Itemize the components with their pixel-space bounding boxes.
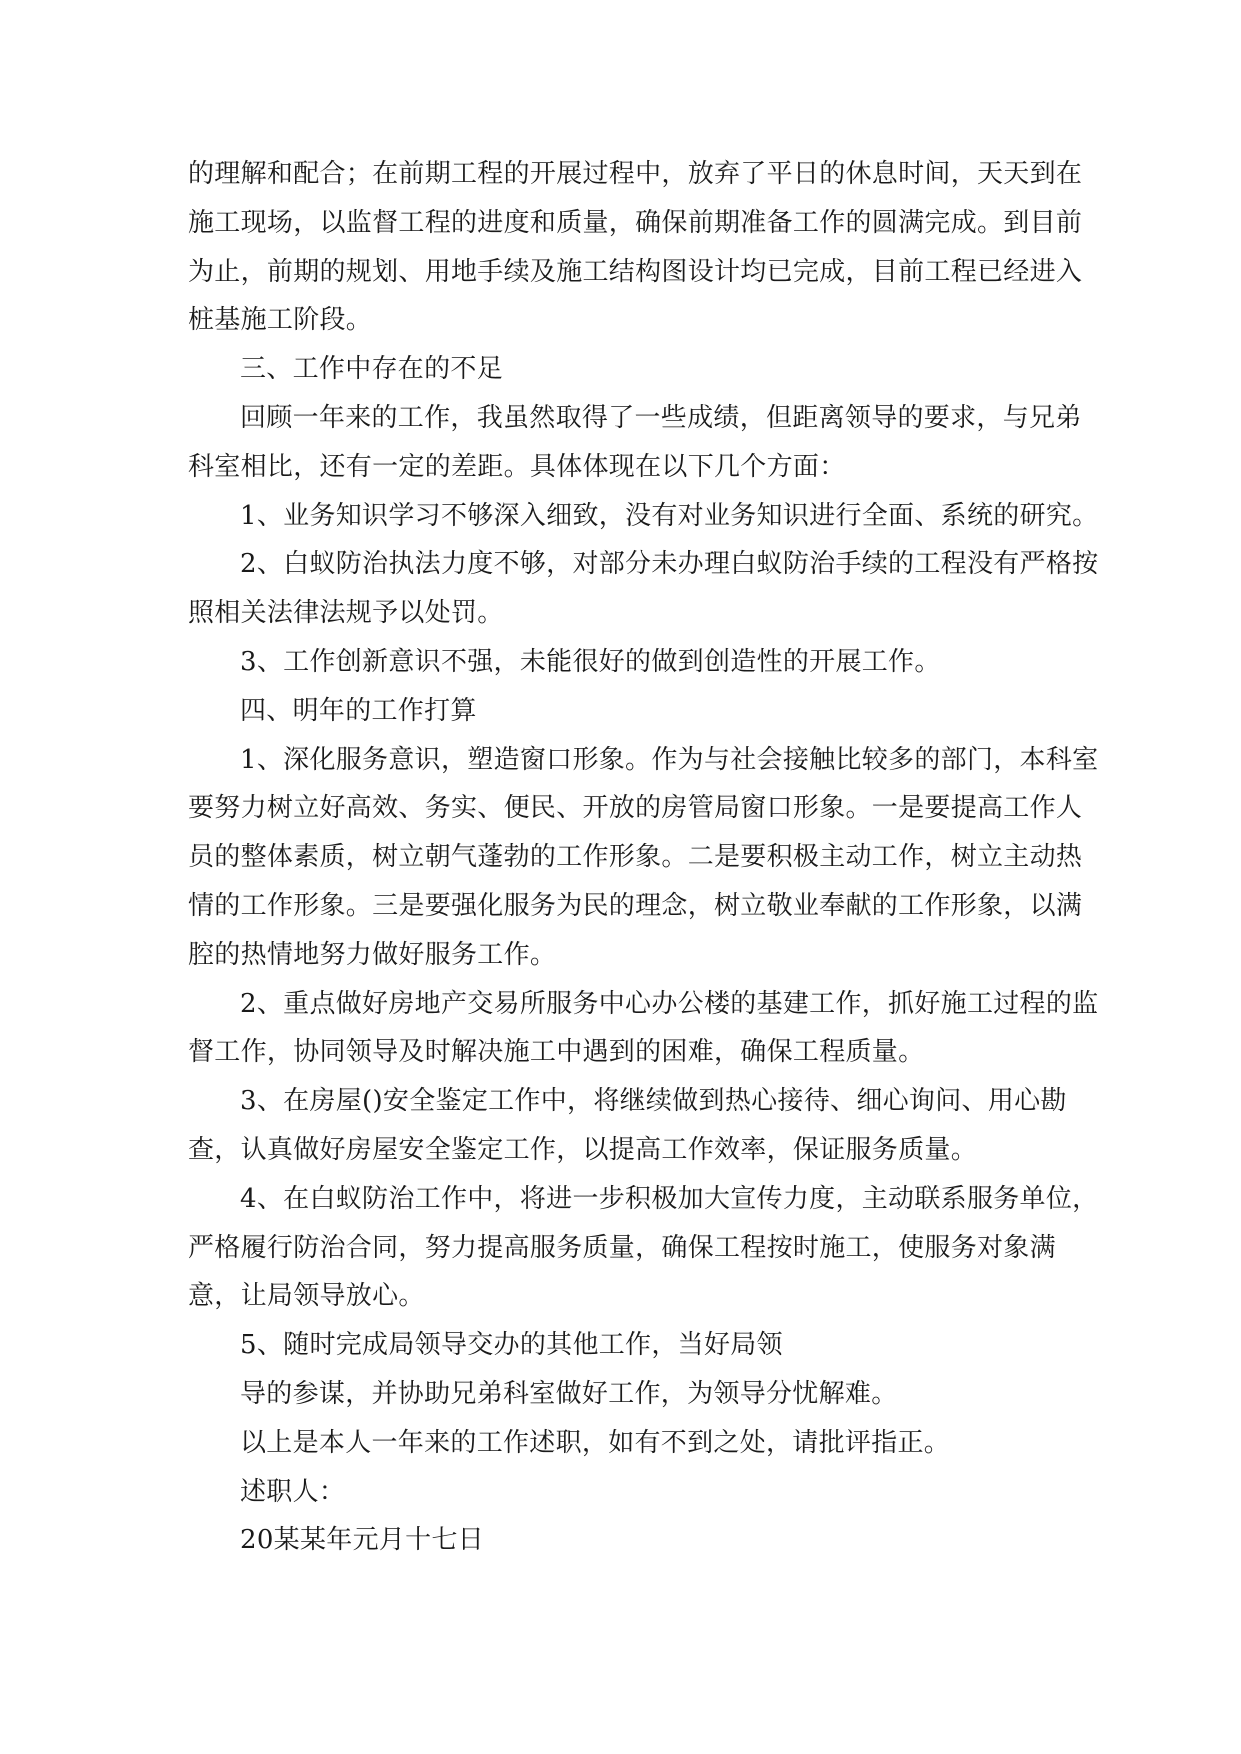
text-line: 3、在房屋()安全鉴定工作中，将继续做到热心接待、细心询问、用心勘	[240, 1086, 1067, 1117]
text-line: 为止，前期的规划、用地手续及施工结构图设计均已完成，目前工程已经进入	[188, 256, 1083, 287]
text-line: 1、深化服务意识，塑造窗口形象。作为与社会接触比较多的部门，本科室	[240, 744, 1099, 775]
text-line: 严格履行防治合同，努力提高服务质量，确保工程按时施工，使服务对象满	[188, 1232, 1056, 1263]
document-body	[188, 150, 1099, 1565]
text-line: 以上是本人一年来的工作述职，如有不到之处，请批评指正。	[240, 1427, 951, 1458]
text-line: 三、工作中存在的不足	[240, 354, 504, 385]
text-line: 查，认真做好房屋安全鉴定工作，以提高工作效率，保证服务质量。	[188, 1134, 978, 1165]
text-line: 3、工作创新意识不强，未能很好的做到创造性的开展工作。	[240, 646, 941, 677]
text-line: 要努力树立好高效、务实、便民、开放的房管局窗口形象。一是要提高工作人	[188, 793, 1083, 824]
text-line: 5、随时完成局领导交办的其他工作，当好局领	[240, 1330, 783, 1361]
text-line: 督工作，协同领导及时解决施工中遇到的困难，确保工程质量。	[188, 1037, 925, 1068]
document-page	[188, 150, 1099, 1565]
text-line: 4、在白蚁防治工作中，将进一步积极加大宣传力度，主动联系服务单位，	[240, 1183, 1099, 1214]
text-line: 的理解和配合；在前期工程的开展过程中，放弃了平日的休息时间，天天到在	[188, 159, 1083, 189]
text-line: 意，让局领导放心。	[188, 1281, 425, 1312]
text-line: 员的整体素质，树立朝气蓬勃的工作形象。二是要积极主动工作，树立主动热	[188, 842, 1083, 873]
text-line: 腔的热情地努力做好服务工作。	[188, 939, 557, 970]
text-line: 科室相比，还有一定的差距。具体体现在以下几个方面：	[188, 451, 846, 482]
text-line: 1、业务知识学习不够深入细致，没有对业务知识进行全面、系统的研究。	[240, 500, 1099, 531]
text-line: 四、明年的工作打算	[240, 695, 477, 726]
text-line: 2、重点做好房地产交易所服务中心办公楼的基建工作，抓好施工过程的监	[240, 988, 1099, 1019]
text-line: 导的参谋，并协助兄弟科室做好工作，为领导分忧解难。	[240, 1378, 898, 1409]
text-line: 情的工作形象。三是要强化服务为民的理念，树立敬业奉献的工作形象，以满	[188, 890, 1083, 921]
text-line: 桩基施工阶段。	[188, 305, 373, 336]
text-line: 2、白蚁防治执法力度不够，对部分未办理白蚁防治手续的工程没有严格按	[240, 549, 1099, 580]
text-line: 照相关法律法规予以处罚。	[188, 598, 504, 629]
text-line: 述职人：	[240, 1476, 346, 1507]
text-line: 回顾一年来的工作，我虽然取得了一些成绩，但距离领导的要求，与兄弟	[240, 402, 1082, 433]
text-line: 施工现场，以监督工程的进度和质量，确保前期准备工作的圆满完成。到目前	[188, 207, 1083, 238]
text-line: 20某某年元月十七日	[240, 1525, 485, 1556]
